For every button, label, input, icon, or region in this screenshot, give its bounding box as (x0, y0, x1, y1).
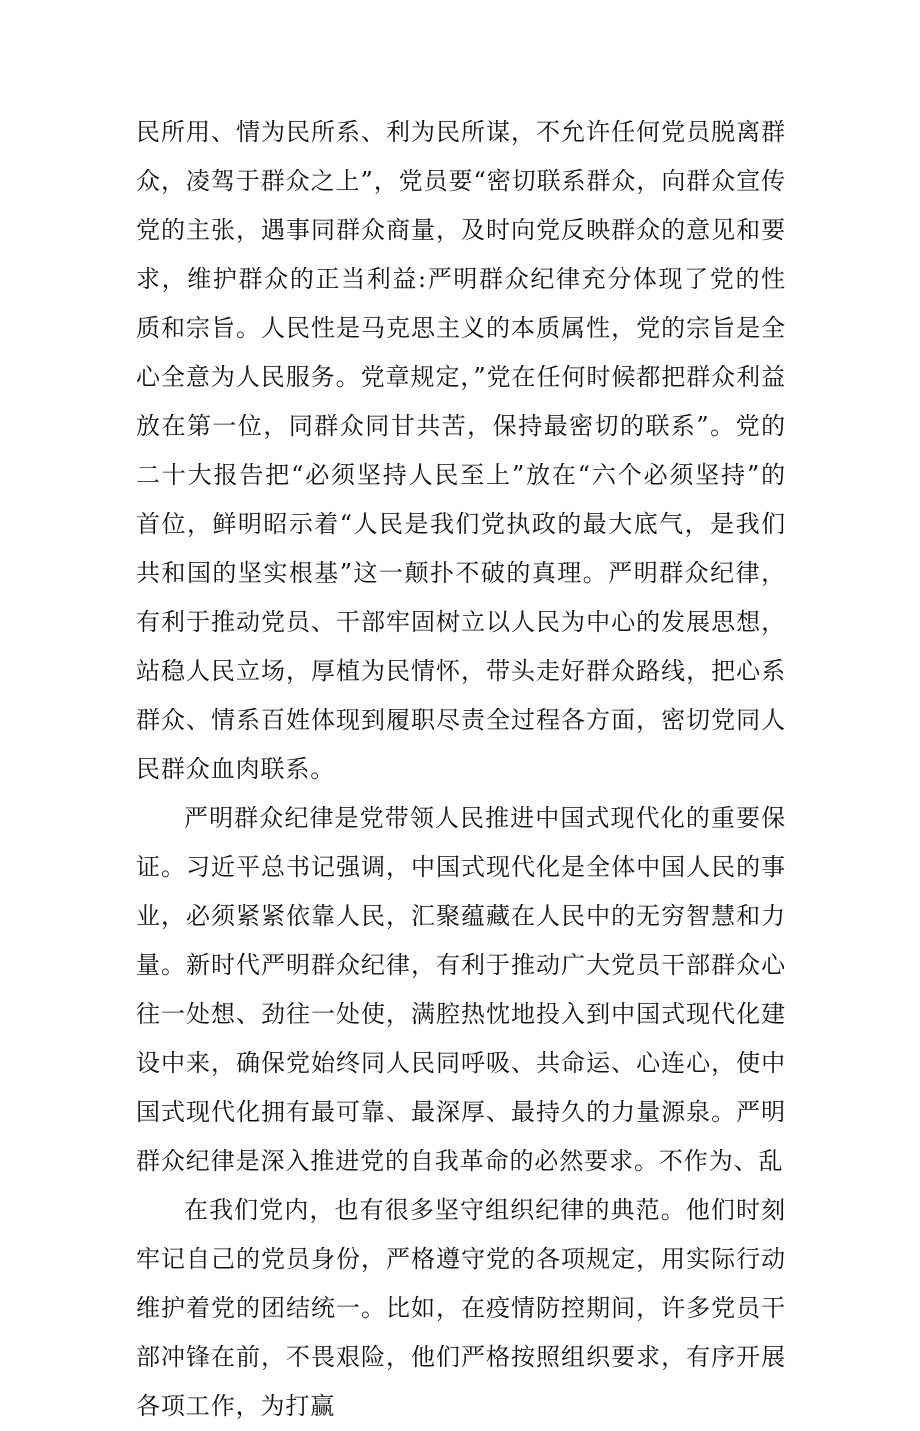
paragraph-2: 严明群众纪律是党带领人民推进中国式现代化的重要保证。习近平总书记强调，中国式现代化是全体中国人民的事业，必须紧紧依靠人民，汇聚蕴藏在人民中的无穷智慧和力量。新时代严明群众纪律，有利于推动广大党员干部群众心往一处想、劲往一处使，满腔热忱地投入到中国式现代化建设中来，确保党始终同人民同呼吸、共命运、心连心，使中国式现代化拥有最可靠、最深厚、最持久的力量源泉。严明群众纪律是深入推进党的自我革命的必然要求。不作为、乱 (136, 804, 786, 1175)
paragraph-3: 在我们党内，也有很多坚守组织纪律的典范。他们时刻牢记自己的党员身份，严格遵守党的各项规定，用实际行动维护着党的团结统一。比如，在疫情防控期间，许多党员干部冲锋在前，不畏艰险，他们严格按照组织要求，有序开展各项工作，为打赢 (136, 1196, 786, 1420)
document-body (136, 108, 786, 1431)
paragraph-1: 民所用、情为民所系、利为民所谋，不允许任何党员脱离群众，凌驾于群众之上”，党员要“密切联系群众，向群众宣传党的主张，遇事同群众商量，及时向党反映群众的意见和要求，维护群众的正当利益:严明群众纪律充分体现了党的性质和宗旨。人民性是马克思主义的本质属性，党的宗旨是全心全意为人民服务。党章规定，”党在任何时候都把群众利益放在第一位，同群众同甘共苦，保持最密切的联系”。党的二十大报告把“必须坚持人民至上”放在“六个必须坚持”的首位，鲜明昭示着“人民是我们党执政的最大底气，是我们共和国的坚实根基”这一颠扑不破的真理。严明群众纪律，有利于推动党员、干部牢固树立以人民为中心的发展思想，站稳人民立场，厚植为民情怀，带头走好群众路线，把心系群众、情系百姓体现到履职尽责全过程各方面，密切党同人民群众血肉联系。 (136, 118, 786, 783)
